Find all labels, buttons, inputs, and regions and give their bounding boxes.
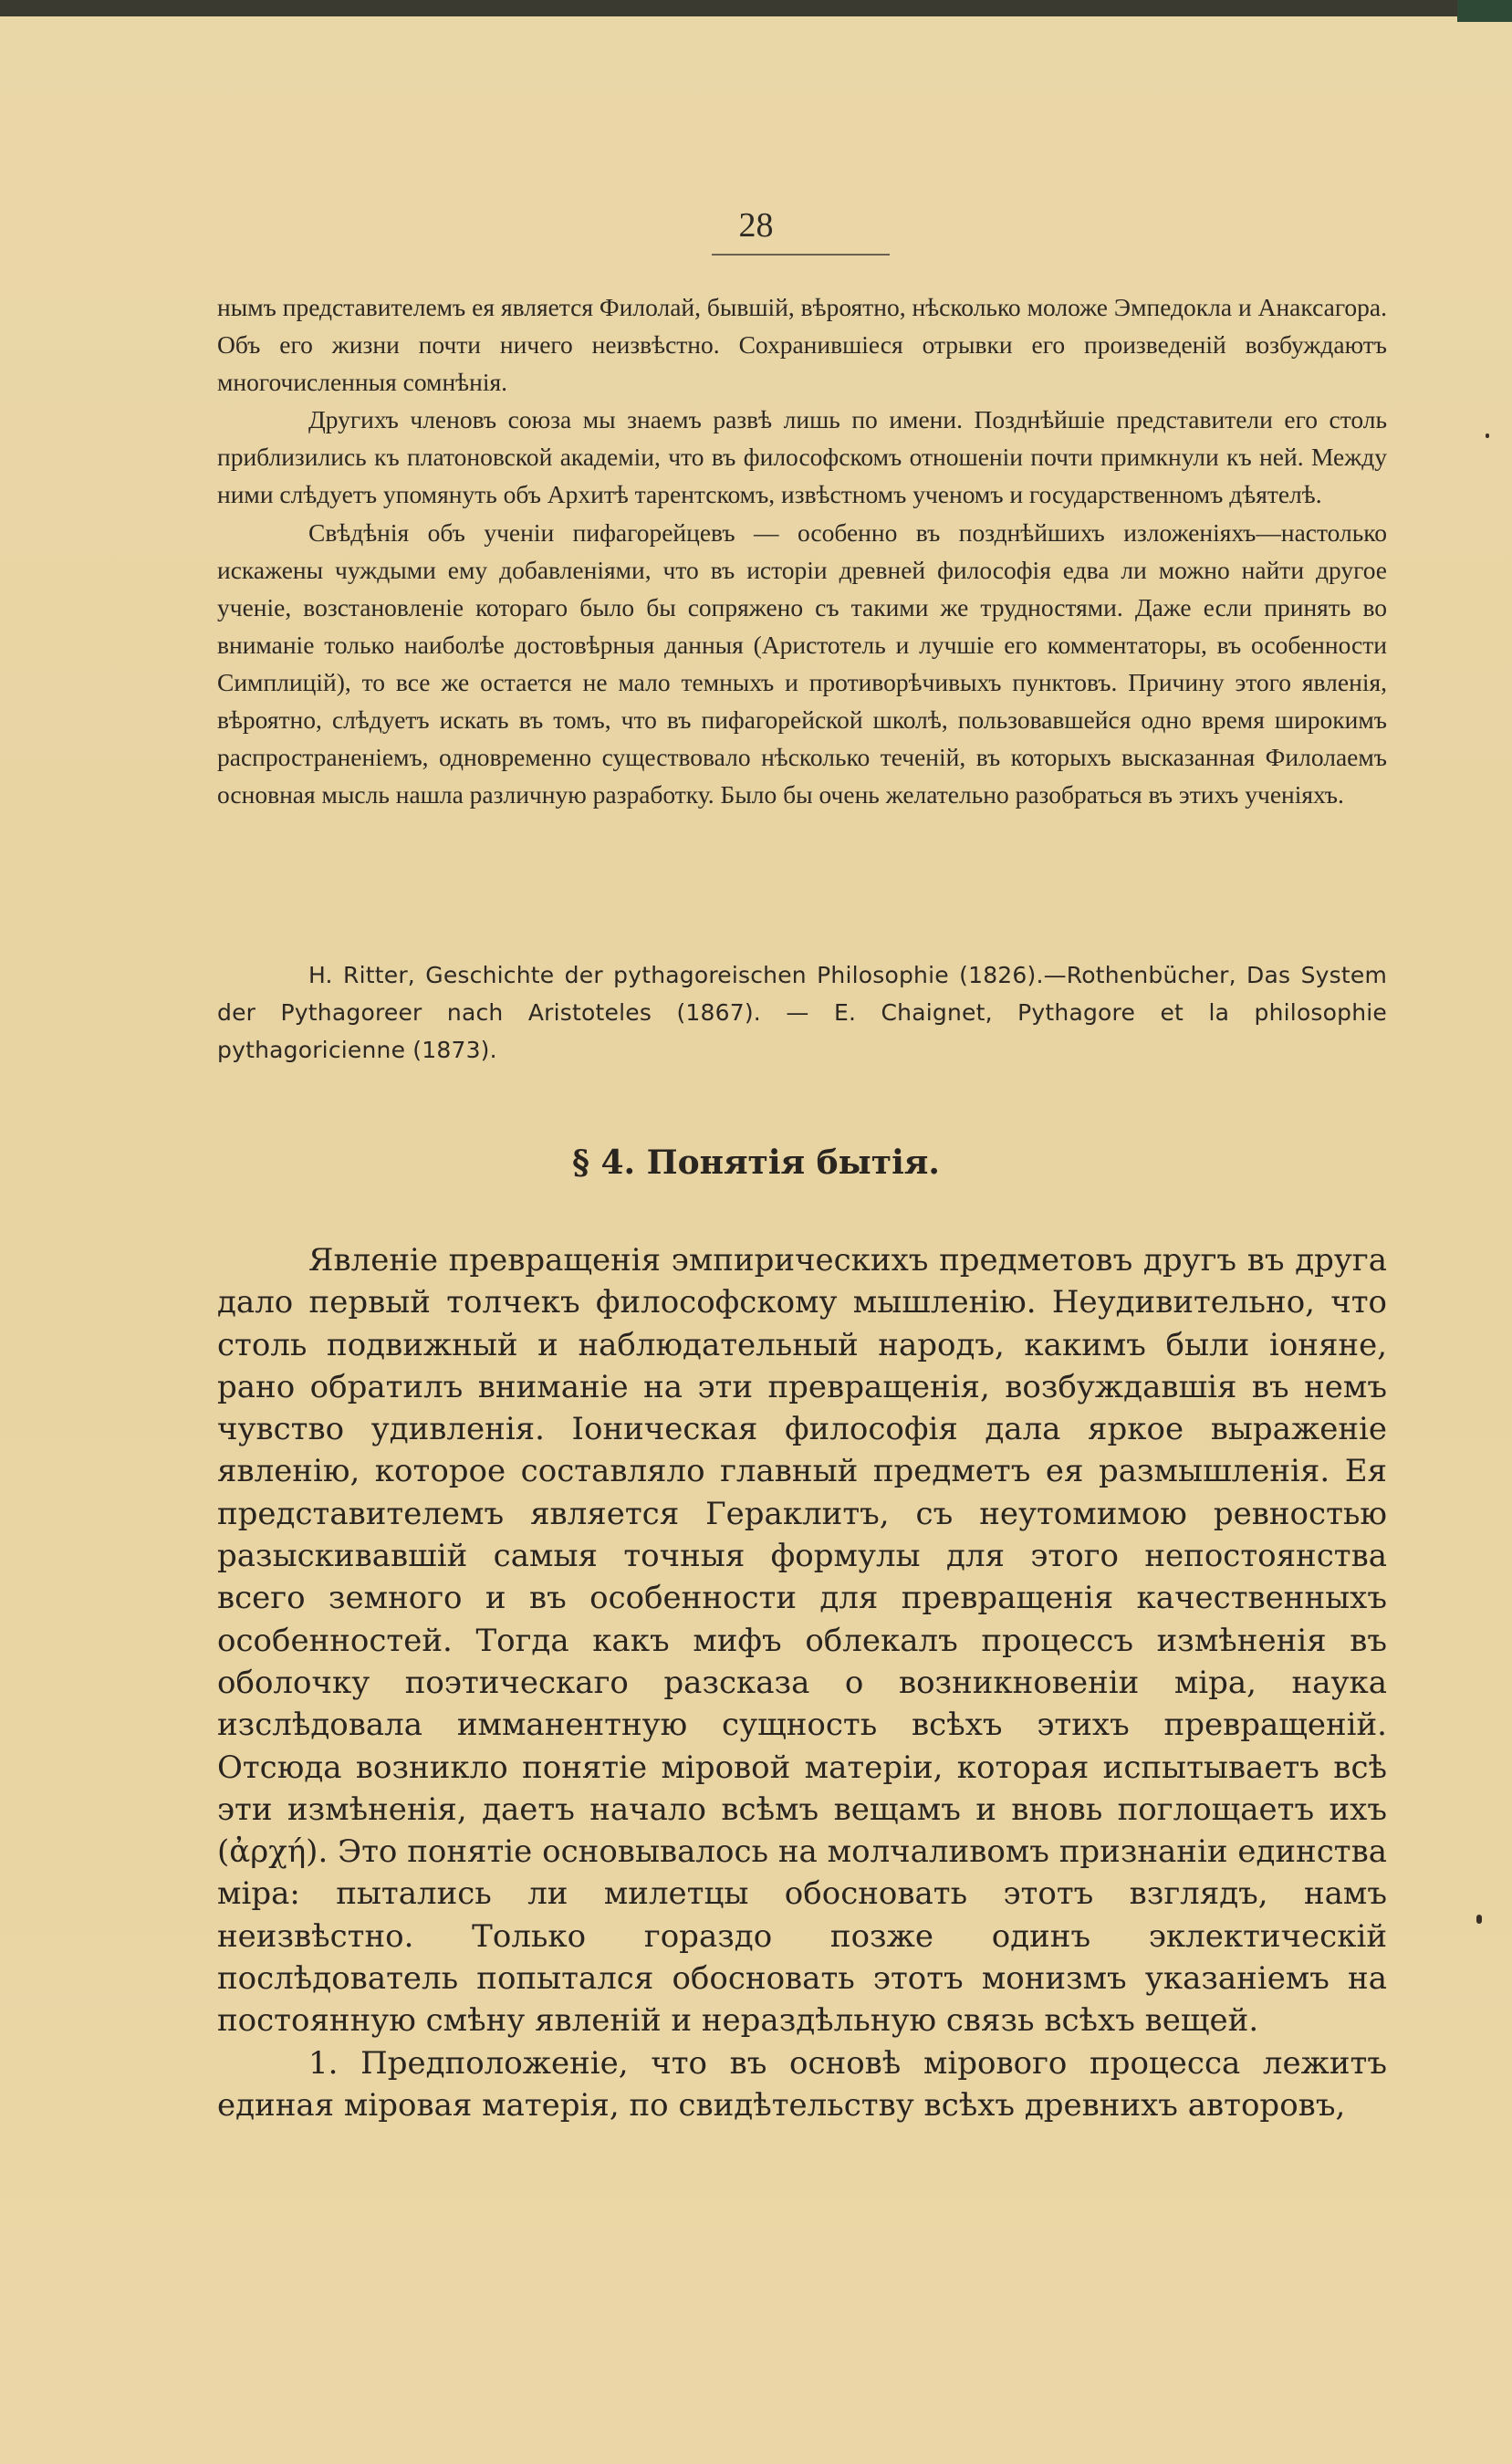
main-paragraph-1: Явленіе превращенія эмпирическихъ предметовъ другъ въ друга дало первый толчекъ философскому мышленію. Неудивительно, что столь подвижный и наблюдательный народъ, какимъ были іоняне, рано обратилъ вниманіе на эти превращенія, возбуждавшія въ немъ чувство удивленія. Іоническая философія дала яркое выраженіе явленію, которое составляло главный предметъ ея размышленія. Ея представителемъ является Гераклитъ, съ неутомимою ревностью разыскивавшій самыя точныя формулы для этого непостоянства всего земного и въ особенности для превращенія качественныхъ особенностей. Тогда какъ мифъ облекалъ процессъ измѣненія въ оболочку поэтическаго разсказа о возникновеніи міра, наука изслѣдовала имманентную сущность всѣхъ этихъ превращеній. Отсюда возникло понятіе міровой матеріи, которая испытываетъ всѣ эти измѣненія, даетъ начало всѣмъ вещамъ и вновь поглощаетъ ихъ (ἀρχή). Это понятіе основывалось на молчаливомъ признаніи единства міра: пытались ли милетцы обосновать этотъ взглядъ, намъ неизвѣстно. Только гораздо позже одинъ эклектическій послѣдователь попытался обосновать этотъ монизмъ указаніемъ на постоянную смѣну явленій и нераздѣльную связь всѣхъ вещей. — [217, 1242, 1387, 2040]
page-number: 28 — [738, 206, 774, 245]
small-paragraph-2: Другихъ членовъ союза мы знаемъ развѣ лишь по имени. Позднѣйшіе представители его столь приблизились къ платоновской академіи, что въ философскомъ отношеніи почти примкнули къ ней. Между ними слѣдуетъ упомянуть объ Архитѣ тарентскомъ, извѣстномъ ученомъ и государственномъ дѣятелѣ. — [217, 405, 1387, 509]
small-print-section — [217, 288, 1387, 813]
scan-top-edge — [0, 0, 1512, 16]
small-paragraph-3: Свѣдѣнія объ ученіи пифагорейцевъ — особенно въ позднѣйшихъ изложеніяхъ—настолько искажены чуждыми ему добавленіями, что въ исторіи древней философія едва ли можно найти другое ученіе, возстановленіе котораго было бы сопряжено съ такими же трудностями. Даже если принять во вниманіе только наиболѣе достовѣрныя данныя (Аристотель и лучшіе его комментаторы, въ особенности Симплицій), то все же остается не мало темныхъ и противорѣчивыхъ пунктовъ. Причину этого явленія, вѣроятно, слѣдуетъ искать въ томъ, что въ пифагорейской школѣ, пользовавшейся одно время широкимъ распространеніемъ, одновременно существовало нѣсколько теченій, въ которыхъ высказанная Филолаемъ основная мысль нашла различную разработку. Было бы очень желательно разобраться въ этихъ ученіяхъ. — [217, 517, 1387, 809]
paper-speck — [1486, 433, 1489, 438]
main-paragraph-2: 1. Предположеніе, что въ основѣ мірового процесса лежитъ единая міровая матерія, по свидѣтельству всѣхъ древнихъ авторовъ, — [217, 2044, 1387, 2124]
references-text: H. Ritter, Geschichte der pythagoreischen Philosophie (1826).—Rothenbücher, Das System der Pythagoreer nach Aristoteles (1867). — E. Chaignet, Pythagore et la philosophie pythagoricienne (1873). — [217, 962, 1387, 1063]
small-paragraph-1: нымъ представителемъ ея является Филолай, бывшій, вѣроятно, нѣсколько моложе Эмпедокла и Анаксагора. Объ его жизни почти ничего неизвѣстно. Сохранившіеся отрывки его произведеній возбуждаютъ многочисленныя сомнѣнія. — [217, 293, 1387, 397]
main-text-section — [217, 1239, 1387, 2126]
section-heading: § 4. Понятія бытія. — [572, 1143, 940, 1182]
scan-corner — [1457, 0, 1512, 22]
page-number-rule — [712, 254, 890, 256]
paper-speck — [1476, 1915, 1482, 1924]
references — [217, 956, 1387, 1069]
